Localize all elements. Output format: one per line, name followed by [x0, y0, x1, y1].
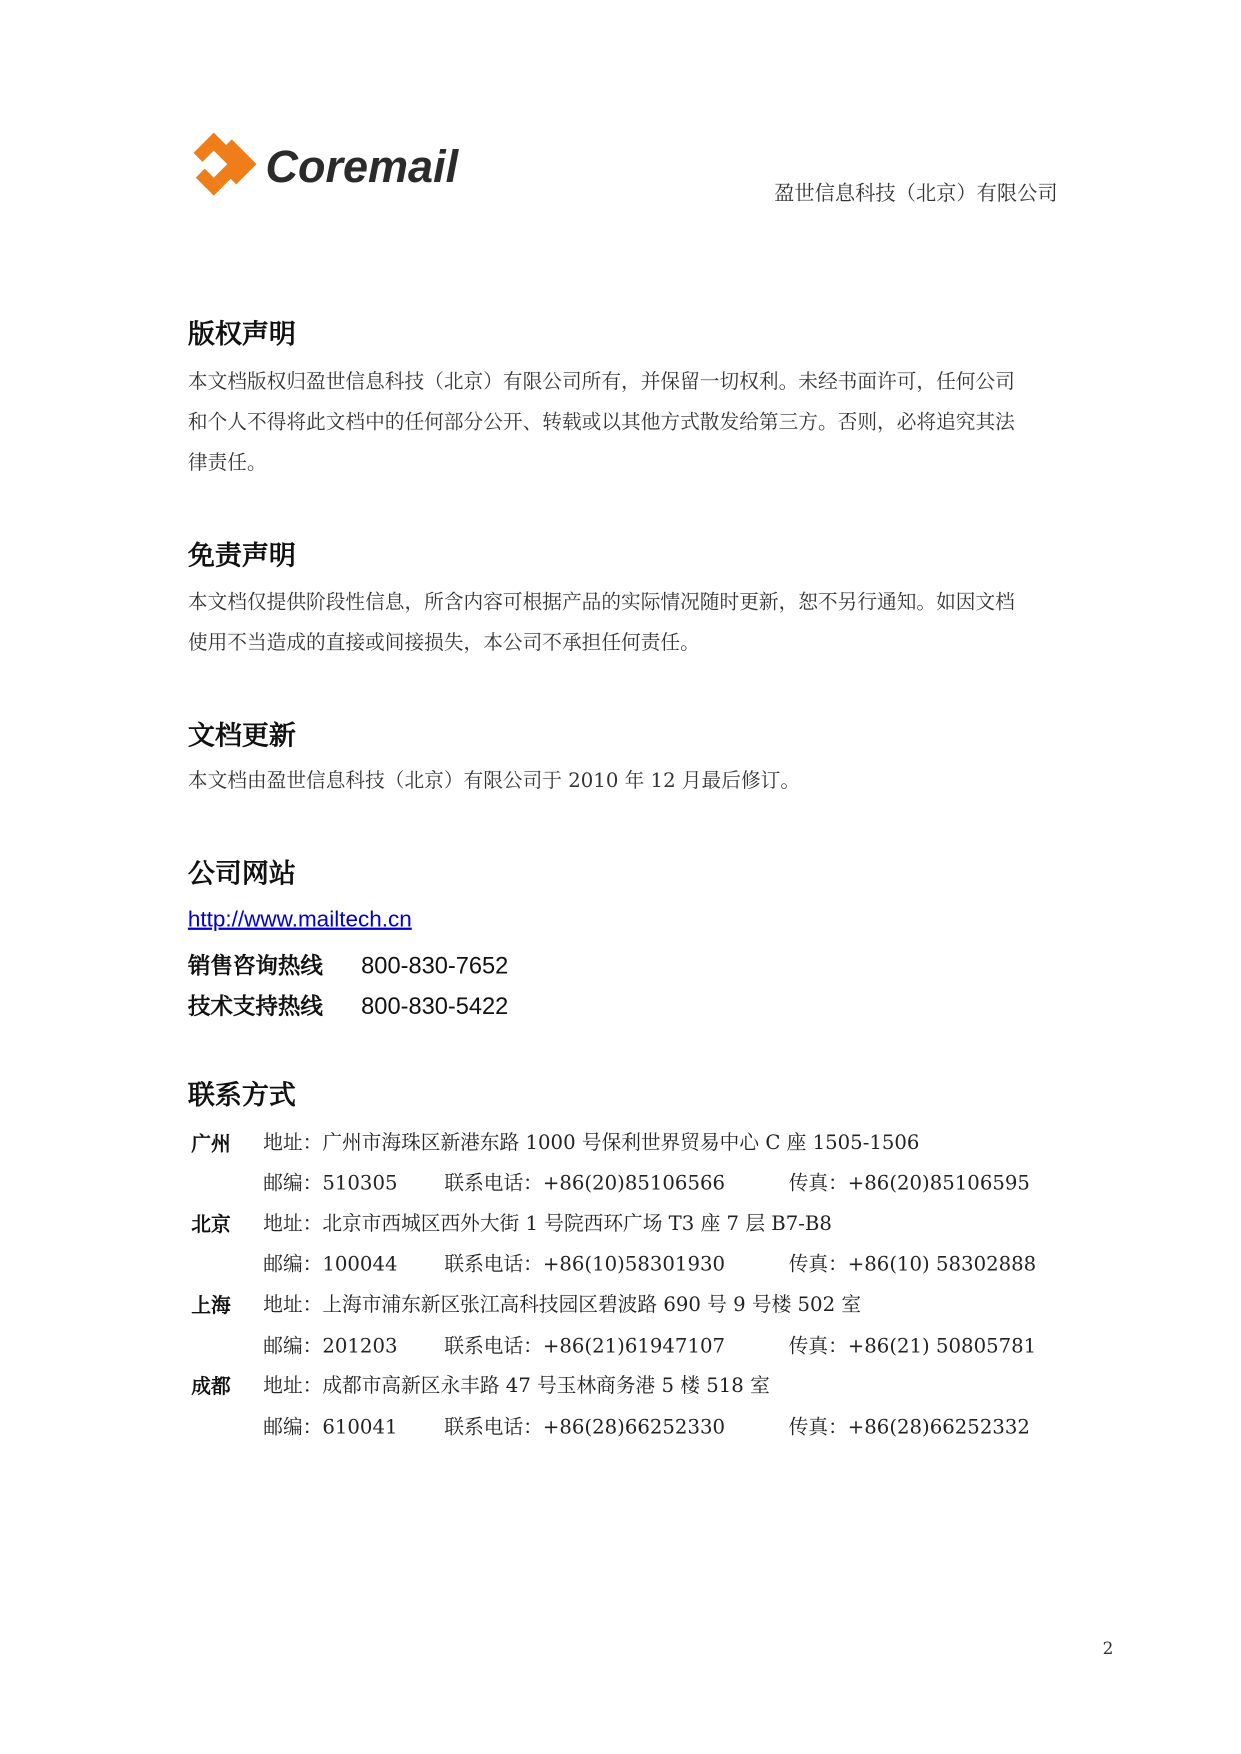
office-address: 地址：广州市海珠区新港东路 1000 号保利世界贸易中心 C 座 1505-1506 [263, 1132, 920, 1155]
update-line: 本文档由盈世信息科技（北京）有限公司于 2010 年 12 月最后修订。 [187, 770, 801, 793]
copyright-line: 律责任。 [187, 452, 267, 475]
coremail-logo-mark [194, 133, 257, 196]
office-fax: 传真：+86(20)85106595 [788, 1172, 1030, 1196]
copyright-line: 本文档版权归盈世信息科技（北京）有限公司所有，并保留一切权利。未经书面许可，任何公司 [187, 371, 1015, 394]
office-address: 地址：成都市高新区永丰路 47 号玉林商务港 5 楼 518 室 [263, 1375, 770, 1398]
website-heading: 公司网站 [187, 857, 296, 890]
sales-hotline-label: 销售咨询热线 [187, 952, 323, 980]
office-address: 地址：上海市浦东新区张江高科技园区碧波路 690 号 9 号楼 502 室 [263, 1294, 862, 1317]
copyright-paragraph [188, 362, 1120, 483]
office-fax: 传真：+86(28)66252332 [788, 1416, 1030, 1440]
update-paragraph [188, 761, 1120, 801]
office-phone: 联系电话：+86(10)58301930 [444, 1253, 726, 1277]
disclaimer-line: 本文档仅提供阶段性信息，所含内容可根据产品的实际情况随时更新，恕不另行通知。如因文档 [187, 591, 1015, 614]
coremail-logo-text: Coremail [265, 141, 459, 193]
office-fax: 传真：+86(21) 50805781 [788, 1335, 1037, 1359]
disclaimer-heading: 免责声明 [187, 539, 296, 572]
office-address: 地址：北京市西城区西外大街 1 号院西环广场 T3 座 7 层 B7-B8 [263, 1213, 832, 1236]
support-hotline [188, 988, 508, 1021]
website-link[interactable]: http://www.mailtech.cn [187, 907, 412, 933]
office-postal: 邮编：201203 [263, 1335, 398, 1359]
office-postal: 邮编：510305 [263, 1172, 398, 1196]
update-heading: 文档更新 [187, 719, 296, 752]
office-phone: 联系电话：+86(28)66252330 [444, 1416, 726, 1440]
office-city: 上海 [191, 1295, 231, 1318]
office-postal: 邮编：100044 [263, 1253, 398, 1277]
contact-heading: 联系方式 [187, 1079, 296, 1111]
header-company-name: 盈世信息科技（北京）有限公司 [774, 182, 1058, 206]
office-city: 北京 [191, 1214, 231, 1237]
disclaimer-line: 使用不当造成的直接或间接损失，本公司不承担任何责任。 [187, 631, 700, 655]
sales-hotline [188, 948, 508, 981]
office-phone: 联系电话：+86(21)61947107 [444, 1335, 726, 1359]
office-fax: 传真：+86(10) 58302888 [788, 1253, 1037, 1277]
support-hotline-label: 技术支持热线 [187, 992, 323, 1020]
coremail-logo [189, 128, 482, 202]
office-city: 广州 [191, 1133, 231, 1156]
sales-hotline-number: 800-830-7652 [361, 953, 509, 980]
copyright-line: 和个人不得将此文档中的任何部分公开、转载或以其他方式散发给第三方。否则，必将追究其法 [187, 411, 1015, 435]
copyright-heading: 版权声明 [187, 318, 296, 350]
disclaimer-paragraph [188, 582, 1120, 663]
page-number: 2 [1102, 1638, 1114, 1659]
office-phone: 联系电话：+86(20)85106566 [444, 1172, 726, 1196]
support-hotline-number: 800-830-5422 [361, 993, 509, 1020]
office-postal: 邮编：610041 [263, 1416, 398, 1440]
office-city: 成都 [191, 1376, 231, 1399]
